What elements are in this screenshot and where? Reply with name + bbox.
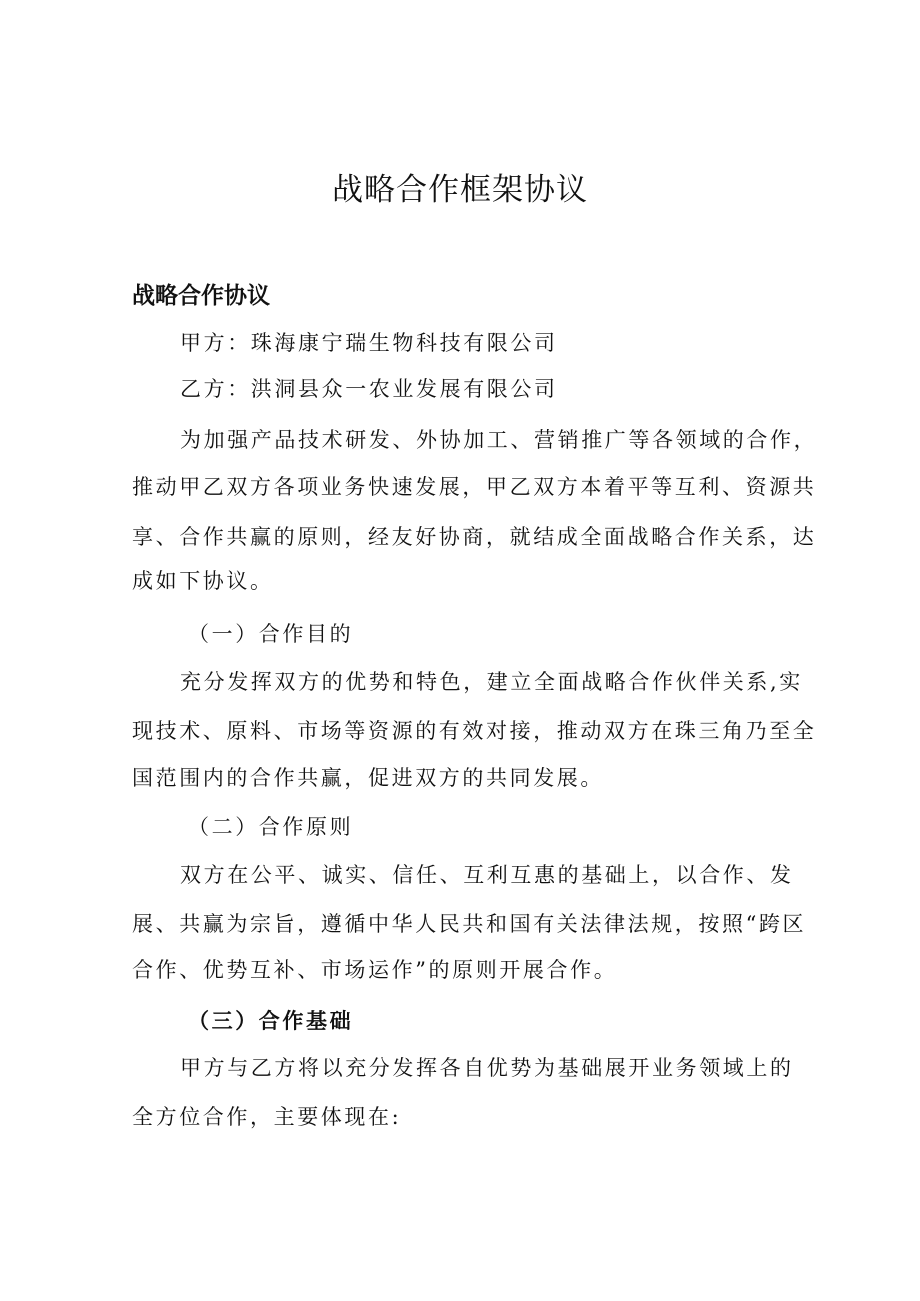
party-b-line: 乙方：洪洞县众一农业发展有限公司 [180, 377, 558, 401]
intro-line: 享、合作共赢的原则，经友好协商，就结成全面战略合作关系，达 [132, 525, 817, 549]
section-3-heading: （三）合作基础 [188, 1008, 354, 1033]
section-1-line: 国范围内的合作共赢，促进双方的共同发展。 [132, 766, 604, 790]
section-3-line: 全方位合作，主要体现在: [132, 1105, 402, 1129]
section-3-line: 甲方与乙方将以充分发挥各自优势为基础展开业务领域上的 [180, 1056, 794, 1080]
intro-line: 成如下协议。 [132, 569, 274, 593]
section-2-line: 展、共赢为宗旨，遵循中华人民共和国有关法律法规，按照“跨区 [132, 912, 807, 936]
party-a-line: 甲方：珠海康宁瑞生物科技有限公司 [180, 331, 558, 355]
section-1-heading: （一）合作目的 [188, 622, 354, 646]
section-1-line: 现技术、原料、市场等资源的有效对接，推动双方在珠三角乃至全 [132, 719, 817, 743]
document-subtitle: 战略合作协议 [132, 283, 270, 309]
section-2-heading: （二）合作原则 [188, 815, 354, 839]
section-1-line: 充分发挥双方的优势和特色，建立全面战略合作伙伴关系,实 [180, 670, 803, 694]
document-title: 战略合作框架协议 [332, 172, 588, 208]
intro-line: 为加强产品技术研发、外协加工、营销推广等各领域的合作， [180, 428, 818, 452]
section-2-line: 合作、优势互补、市场运作”的原则开展合作。 [132, 958, 618, 982]
section-2-line: 双方在公平、诚实、信任、互利互惠的基础上，以合作、发 [180, 863, 794, 887]
intro-line: 推动甲乙双方各项业务快速发展，甲乙双方本着平等互利、资源共 [132, 475, 817, 499]
